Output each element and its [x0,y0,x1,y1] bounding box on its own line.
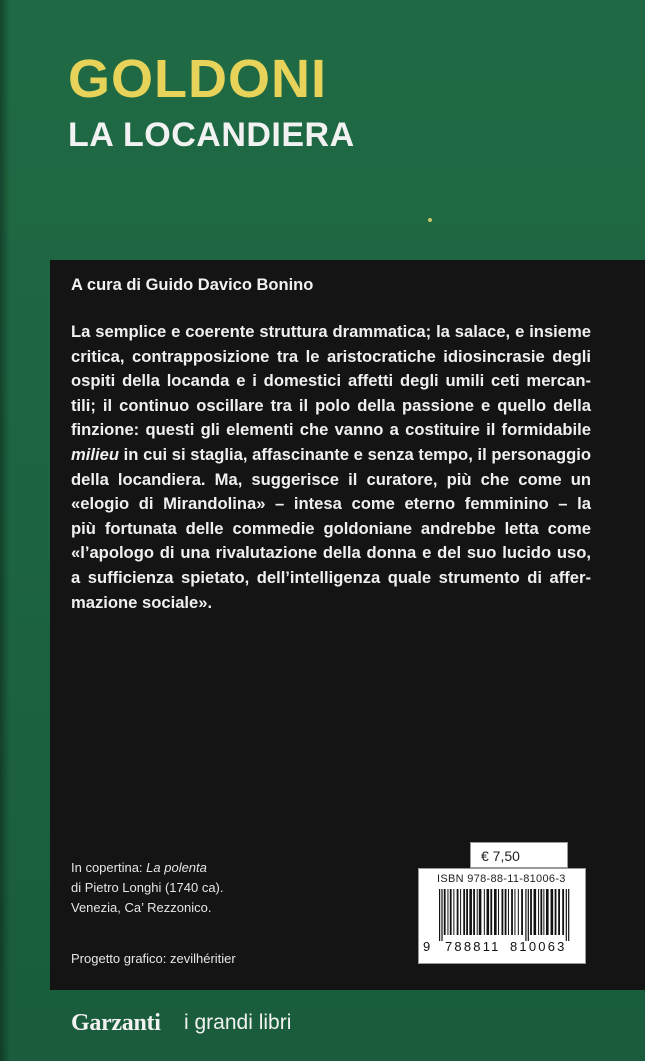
barcode-sticker [418,868,586,964]
barcode-bar [460,889,461,935]
barcode-bar [457,889,459,935]
barcode-bar [450,889,452,935]
blurb-line [71,566,591,591]
editor-credit: A cura di Guido Davico Bonino [71,276,314,294]
artwork-title: La polenta [146,860,207,875]
blurb-segment: finzione: questi gli elementi che vanno a costituire il formidabile [71,420,591,440]
barcode-guard-bar [566,889,567,941]
blurb-line [71,541,591,566]
author-name: GOLDONI [68,49,327,109]
barcode-bar [540,889,542,935]
blurb-segment: della locandiera. Ma, suggerisce il curatore, più che come un [71,469,591,489]
barcode-bar [463,889,465,935]
blurb-segment: «elogio di Mirandolina» – intesa come eterno femminino – la [71,494,591,514]
blurb-italic-word: milieu [71,444,119,464]
barcode-bar [473,889,475,935]
barcode-guard-bar [568,889,569,941]
price-sticker [470,842,568,868]
barcode-guard-bar [441,889,442,941]
barcode-bar [514,889,515,935]
barcode-bar [518,889,519,935]
barcode-bar [494,889,497,935]
blurb-segment: La semplice e coerente struttura drammatica; la salace, e insieme [71,322,591,341]
design-credit: Progetto grafico: zevilhéritier [71,951,236,966]
blurb-line [71,345,591,370]
blurb-segment: in cui si staglia, affascinante e senza tempo, il personaggio [118,444,591,464]
barcode-bar [487,889,490,935]
barcode-bar [521,889,523,935]
barcode-guard-bar [528,889,529,941]
barcode-bar [479,889,482,935]
blurb-line [71,591,591,616]
series-name: i grandi libri [184,1011,292,1034]
barcode-bar [511,889,513,935]
cover-credit-artist: di Pietro Longhi (1740 ca). [71,880,224,895]
barcode-bar [555,889,557,935]
publisher-logo: Garzanti [71,1010,161,1036]
barcode-guard-bar [525,889,526,941]
barcode-bar [538,889,539,935]
blurb-line [71,492,591,517]
blurb-line [71,418,591,443]
isbn-label: ISBN 978-88-11-81006-3 [437,873,566,885]
barcode-bar [505,889,507,935]
barcode-guard-bar [439,889,440,941]
price-label: € 7,50 [481,848,520,864]
barcode-bar [562,889,564,935]
cover-image-credit [71,858,223,918]
blurb-segment: più fortunata delle commedie goldoniane andrebbe letta come [71,518,591,538]
barcode-bar [546,889,549,935]
blurb-line [71,369,591,394]
decorative-dot [428,218,432,222]
barcode-bar [502,889,504,935]
blurb-line [71,443,591,468]
blurb-line [71,320,591,345]
barcode-bar [551,889,554,935]
barcode-bar [530,889,532,935]
barcode-bar [447,889,448,935]
barcode-bar [534,889,537,935]
barcode-bar [498,889,499,935]
blurb-line [71,517,591,542]
barcode-bar [444,889,446,935]
barcode-bar [490,889,492,935]
ean-right-digits: 810063 [510,939,567,954]
barcode-icon [435,889,571,941]
blurb-segment: ospiti della locanda e i domestici affetti degli umili ceti mercan- [71,371,591,391]
blurb-text [71,320,591,615]
barcode-bar [543,889,544,935]
barcode-bar [508,889,509,935]
cover-credit-prefix: In copertina: [71,860,147,875]
barcode-bar [466,889,468,935]
ean-first-digit: 9 [423,939,431,954]
ean-left-digits: 788811 [445,939,501,954]
book-title: LA LOCANDIERA [68,116,355,154]
blurb-segment: critica, contrapposizione tra le aristocratiche idiosincrasie degli [71,346,591,366]
blurb-line [71,394,591,419]
cover-credit-location: Venezia, Ca’ Rezzonico. [71,900,212,915]
barcode-bar [558,889,560,935]
barcode-bar [469,889,472,935]
blurb-line [71,468,591,493]
blurb-segment: mazione sociale». [71,592,213,612]
blurb-segment: «l’apologo di una rivalutazione della donna e del suo lucido uso, [71,543,591,563]
barcode-bar [484,889,485,935]
blurb-segment: a sufficienza spietato, dell’intelligenza quale strumento di affer- [71,567,591,587]
blurb-segment: tili; il continuo oscillare tra il polo della passione e quello della [71,395,591,415]
barcode-bar [477,889,478,935]
barcode-bar [453,889,454,935]
